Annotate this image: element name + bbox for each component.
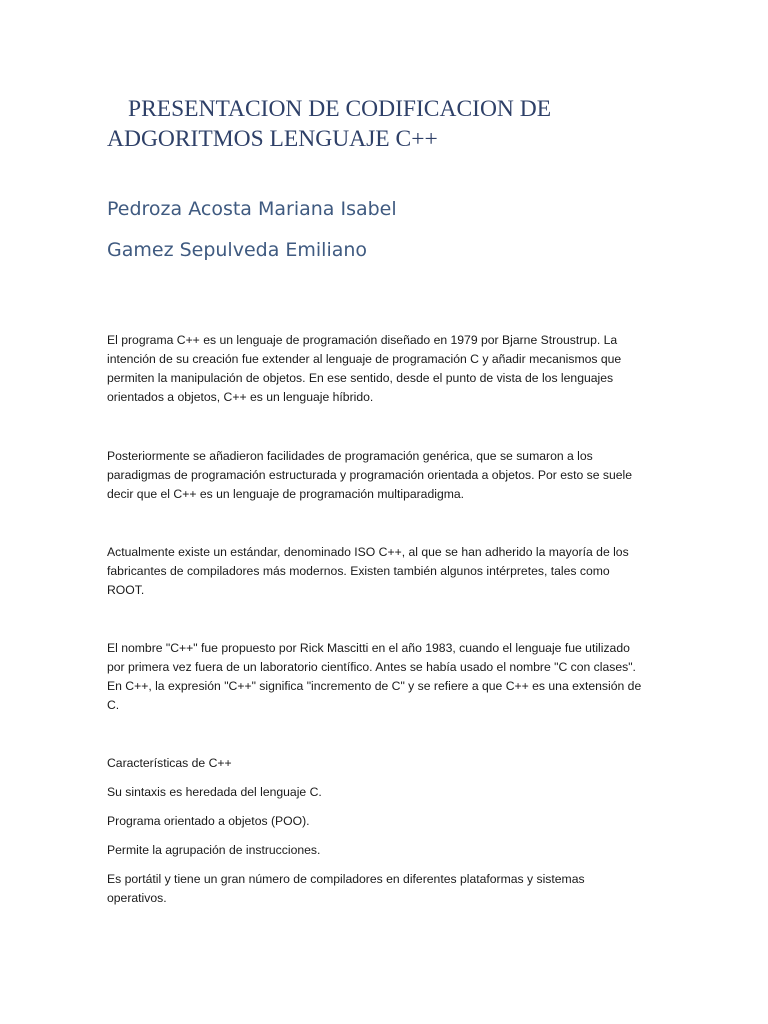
document-title [107, 94, 667, 154]
body-paragraph [107, 331, 667, 407]
paragraph-line: intención de su creación fue extender al lenguaje de programación C y añadir mecanismos que [107, 352, 622, 366]
paragraph-line: El nombre "C++" fue propuesto por Rick Mascitti en el año 1983, cuando el lenguaje fue utilizado [107, 641, 630, 655]
feature-line: Programa orientado a objetos (POO). [107, 814, 310, 828]
body-paragraph [107, 639, 667, 715]
paragraph-line: por primera vez fuera de un laboratorio científico. Antes se había usado el nombre "C con clases". [107, 660, 636, 674]
title-line-2: ADGORITMOS LENGUAJE C++ [107, 126, 438, 152]
feature-line: Permite la agrupación de instrucciones. [107, 843, 321, 857]
author-name: Pedroza Acosta Mariana Isabel [107, 198, 397, 220]
paragraph-line: C. [107, 698, 120, 712]
paragraph-line: Actualmente existe un estándar, denominado ISO C++, al que se han adherido la mayoría de los [107, 545, 629, 559]
feature-item [107, 870, 667, 908]
paragraph-line: paradigmas de programación estructurada y programación orientada a objetos. Por esto se suele [107, 468, 633, 482]
feature-line: Su sintaxis es heredada del lenguaje C. [107, 785, 322, 799]
paragraph-line: El programa C++ es un lenguaje de programación diseñado en 1979 por Bjarne Stroustrup. La [107, 333, 618, 347]
feature-line: operativos. [107, 891, 167, 905]
body-paragraph [107, 543, 667, 600]
feature-item [107, 783, 667, 802]
title-line-1: PRESENTACION DE CODIFICACION DE [128, 96, 552, 122]
body-paragraph [107, 447, 667, 504]
paragraph-line: fabricantes de compiladores más modernos. Existen también algunos intérpretes, tales como [107, 564, 610, 578]
paragraph-line: permiten la manipulación de objetos. En ese sentido, desde el punto de vista de los lenguajes [107, 371, 614, 385]
author-name: Gamez Sepulveda Emiliano [107, 239, 368, 261]
features-heading: Características de C++ [107, 756, 232, 770]
feature-line: Es portátil y tiene un gran número de compiladores en diferentes plataformas y sistemas [107, 872, 585, 886]
paragraph-line: Posteriormente se añadieron facilidades de programación genérica, que se sumaron a los [107, 449, 593, 463]
paragraph-line: En C++, la expresión "C++" significa "incremento de C" y se refiere a que C++ es una extensión de [107, 679, 642, 693]
feature-item [107, 812, 667, 831]
paragraph-line: orientados a objetos, C++ es un lenguaje híbrido. [107, 390, 374, 404]
paragraph-line: decir que el C++ es un lenguaje de programación multiparadigma. [107, 487, 465, 501]
paragraph-line: ROOT. [107, 583, 145, 597]
feature-item [107, 841, 667, 860]
